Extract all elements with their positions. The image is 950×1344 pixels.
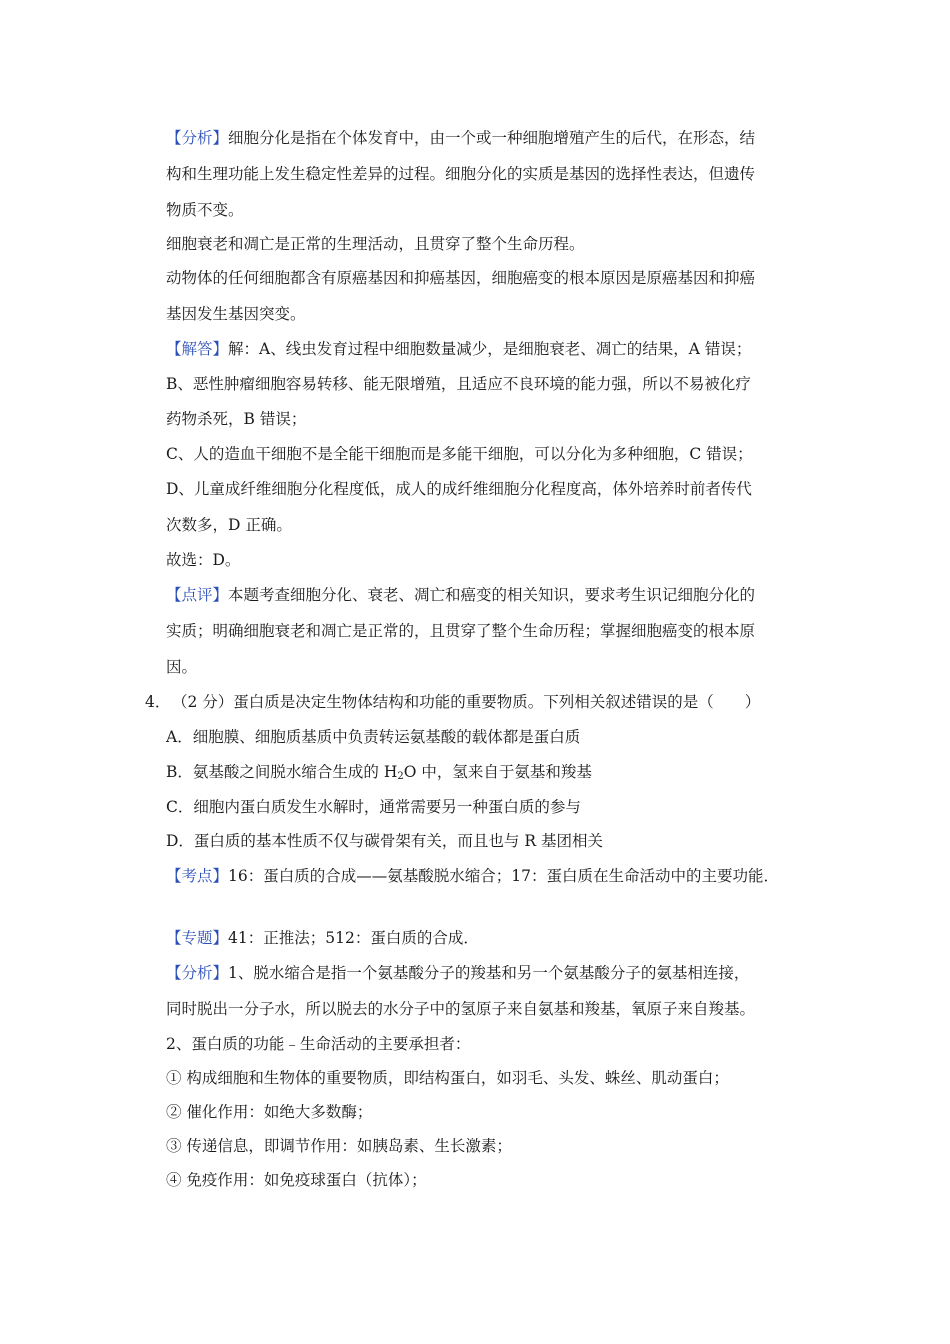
q4-analysis-line-2: 同时脱出一分子水，所以脱去的水分子中的氢原子来自氨基和羧基，氧原子来自羧基。 bbox=[166, 1000, 756, 1018]
q3-analysis-line-2: 构和生理功能上发生稳定性差异的过程。细胞分化的实质是基因的选择性表达，但遗传 bbox=[166, 165, 756, 183]
q4-option-b bbox=[166, 762, 592, 782]
q3-answer-line-6: 次数多，D 正确。 bbox=[166, 516, 292, 534]
q3-analysis-line-5: 动物体的任何细胞都含有原癌基因和抑癌基因，细胞癌变的根本原因是原癌基因和抑癌 bbox=[166, 269, 756, 287]
q3-answer-line-2: B、恶性肿瘤细胞容易转移、能无限增殖，且适应不良环境的能力强，所以不易被化疗 bbox=[166, 375, 751, 393]
q3-answer-line-4: C、人的造血干细胞不是全能干细胞而是多能干细胞，可以分化为多种细胞，C 错误； bbox=[166, 445, 753, 463]
analysis-tag: 【分析】 bbox=[166, 964, 229, 982]
q3-answer-line-3: 药物杀死，B 错误； bbox=[166, 410, 307, 428]
q4-option-a: A．细胞膜、细胞质基质中负责转运氨基酸的载体都是蛋白质 bbox=[166, 728, 581, 746]
text: 解：A、线虫发育过程中细胞数量减少，是细胞衰老、凋亡的结果，A 错误； bbox=[228, 340, 752, 358]
q3-answer-line-1 bbox=[166, 339, 751, 359]
text: O 中，氢来自于氨基和羧基 bbox=[403, 763, 592, 781]
q4-option-c: C．细胞内蛋白质发生水解时，通常需要另一种蛋白质的参与 bbox=[166, 798, 581, 816]
text: B．氨基酸之间脱水缩合生成的 H bbox=[166, 763, 398, 781]
text: 41：正推法；512：蛋白质的合成． bbox=[228, 929, 479, 947]
q4-option-d: D．蛋白质的基本性质不仅与碳骨架有关，而且也与 R 基团相关 bbox=[166, 832, 603, 850]
kaodian-tag: 【考点】 bbox=[166, 867, 229, 885]
q3-analysis-line-6: 基因发生基因突变。 bbox=[166, 305, 306, 323]
q3-comment-line-3: 因。 bbox=[166, 658, 198, 676]
q4-zhuanti bbox=[166, 928, 479, 948]
q3-answer-line-7: 故选：D。 bbox=[166, 551, 241, 569]
q4-analysis-line-6: ③ 传递信息，即调节作用：如胰岛素、生长激素； bbox=[166, 1137, 512, 1155]
q4-analysis-line-3: 2、蛋白质的功能﹣生命活动的主要承担者： bbox=[166, 1035, 471, 1053]
text: 16：蛋白质的合成——氨基酸脱水缩合；17：蛋白质在生命活动中的主要功能． bbox=[228, 867, 779, 885]
answer-tag: 【解答】 bbox=[166, 340, 229, 358]
q3-analysis-line-4: 细胞衰老和凋亡是正常的生理活动，且贯穿了整个生命历程。 bbox=[166, 235, 585, 253]
q3-analysis-line-3: 物质不变。 bbox=[166, 201, 244, 219]
q4-analysis-line-5: ② 催化作用：如绝大多数酶； bbox=[166, 1103, 373, 1121]
q4-stem: （2 分）蛋白质是决定生物体结构和功能的重要物质。下列相关叙述错误的是（ ） bbox=[172, 693, 761, 711]
text: 本题考查细胞分化、衰老、凋亡和癌变的相关知识，要求考生识记细胞分化的 bbox=[228, 586, 756, 604]
analysis-tag: 【分析】 bbox=[166, 129, 229, 147]
comment-tag: 【点评】 bbox=[166, 586, 229, 604]
q4-analysis-line-7: ④ 免疫作用：如免疫球蛋白（抗体）； bbox=[166, 1171, 427, 1189]
q4-analysis-line-4: ① 构成细胞和生物体的重要物质，即结构蛋白，如羽毛、头发、蛛丝、肌动蛋白； bbox=[166, 1069, 729, 1087]
subscript: 2 bbox=[397, 771, 404, 782]
text: 细胞分化是指在个体发育中，由一个或一种细胞增殖产生的后代，在形态，结 bbox=[228, 129, 756, 147]
text: 1、脱水缩合是指一个氨基酸分子的羧基和另一个氨基酸分子的氨基相连接， bbox=[228, 964, 750, 982]
q3-answer-line-5: D、儿童成纤维细胞分化程度低，成人的成纤维细胞分化程度高，体外培养时前者传代 bbox=[166, 480, 752, 498]
q3-comment-line-1 bbox=[166, 585, 755, 605]
q4-kaodian bbox=[166, 866, 779, 886]
q4-number: 4． bbox=[145, 693, 171, 711]
q4-analysis-line-1 bbox=[166, 963, 749, 983]
zhuanti-tag: 【专题】 bbox=[166, 929, 229, 947]
q3-analysis-line-1 bbox=[166, 128, 755, 148]
q3-comment-line-2: 实质；明确细胞衰老和凋亡是正常的，且贯穿了整个生命历程；掌握细胞癌变的根本原 bbox=[166, 622, 756, 640]
